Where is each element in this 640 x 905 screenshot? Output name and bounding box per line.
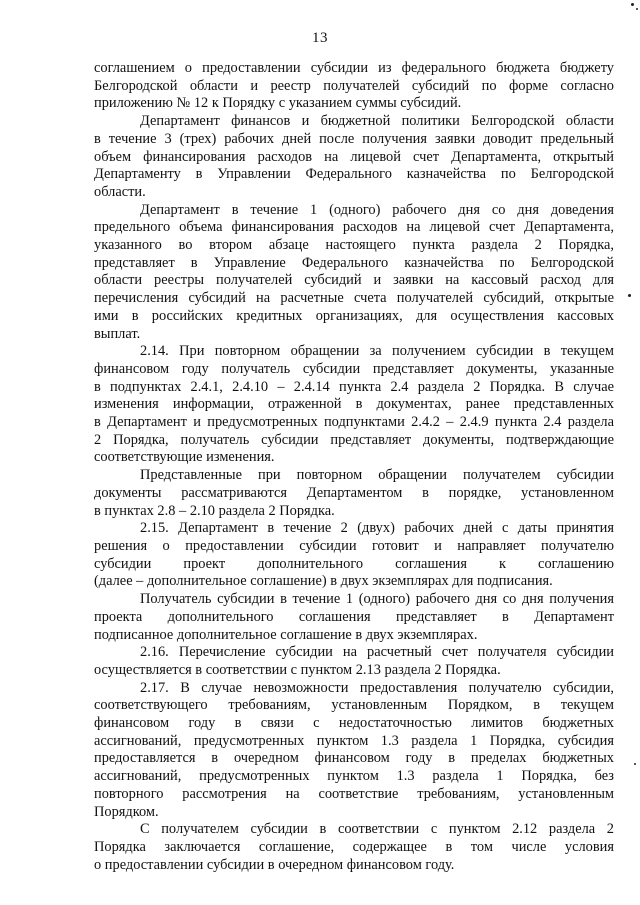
paragraph <box>94 680 614 822</box>
paragraph <box>94 113 614 202</box>
text-line: Получатель субсидии в течение 1 (одного) рабочего дня со дня получения <box>140 591 614 608</box>
scan-speck <box>636 8 638 10</box>
text-line: 2.17. В случае невозможности предоставления получателю субсидии, <box>140 679 614 696</box>
text-line: соглашением о предоставлении субсидии из федерального бюджета бюджету <box>94 60 614 76</box>
paragraph <box>94 520 614 591</box>
text-line: изменения информации, отраженной в документах, ранее представленных <box>94 396 614 413</box>
text-line: перечисления субсидий на расчетные счета получателей субсидий, открытые <box>94 290 614 307</box>
text-line: предоставляется в очередном финансовом году в пределах бюджетных <box>94 750 614 767</box>
paragraph <box>94 343 614 467</box>
text-line: соответствующего требованиям, установленным Порядком, в текущем <box>94 697 614 714</box>
text-line: 2.14. При повторном обращении за получением субсидии в текущем <box>140 343 614 360</box>
text-line: субсидии проект дополнительного соглашения к соглашению <box>94 555 614 572</box>
text-line: С получателем субсидии в соответствии с пунктом 2.12 раздела 2 <box>140 821 614 838</box>
paragraph <box>94 591 614 644</box>
text-line: Представленные при повторном обращении получателем субсидии <box>140 467 614 484</box>
page-number: 13 <box>312 30 328 46</box>
text-line: осуществляется в соответствии с пунктом 2.13 раздела 2 Порядка. <box>94 661 501 678</box>
text-line: в течение 3 (трех) рабочих дней после получения заявки доводит предельный <box>94 130 614 147</box>
text-line: в Департамент и предусмотренных подпунктами 2.4.2 – 2.4.9 пункта 2.4 раздела <box>94 414 614 431</box>
text-line: Белгородской области и реестр получателей субсидий по форме согласно <box>94 77 614 94</box>
text-line: Порядка заключается соглашение, содержащее в том числе условия <box>94 838 614 855</box>
text-line: ими в российских кредитных организациях, для осуществления кассовых <box>94 307 614 324</box>
text-line: финансовом году в связи с недостаточностью лимитов бюджетных <box>94 715 614 732</box>
text-line: документы рассматриваются Департаментом в порядке, установленном <box>94 484 614 501</box>
text-line: предельного объема финансирования расходов на лицевой счет Департамента, <box>94 219 614 236</box>
text-line: объем финансирования расходов на лицевой счет Департамента, открытый <box>94 148 614 165</box>
text-line: области. <box>94 183 146 200</box>
text-line: выплат. <box>94 325 141 342</box>
text-line: повторного рассмотрения на соответствие требованиям, установленным <box>94 785 614 802</box>
paragraph <box>94 821 614 874</box>
text-line: решения о предоставлении субсидии готовит и направляет получателю <box>94 537 614 554</box>
text-line: (далее – дополнительное соглашение) в двух экземплярах для подписания. <box>94 573 553 590</box>
text-line: ассигнований, предусмотренных пунктом 1.3 раздела 1 Порядка, субсидия <box>94 732 614 749</box>
scan-speck <box>634 763 636 765</box>
text-line: ассигнований, предусмотренных пунктом 1.3 раздела 1 Порядка, без <box>94 768 614 785</box>
text-line: в пунктах 2.8 – 2.10 раздела 2 Порядка. <box>94 502 335 519</box>
text-line: соответствующие изменения. <box>94 449 275 466</box>
paragraph <box>94 467 614 520</box>
text-line: Департамент в течение 1 (одного) рабочего дня со дня доведения <box>140 201 614 218</box>
text-line: области реестры получателей субсидий и заявки на кассовый расход для <box>94 272 614 289</box>
text-line: указанного во втором абзаце настоящего пункта раздела 2 Порядка, <box>94 237 614 254</box>
scan-speck <box>628 294 631 297</box>
paragraph <box>94 60 614 113</box>
text-line: в подпунктах 2.4.1, 2.4.10 – 2.4.14 пункта 2.4 раздела 2 Порядка. В случае <box>94 378 614 395</box>
text-line: приложению № 12 к Порядку с указанием суммы субсидий. <box>94 95 462 112</box>
scan-speck <box>631 3 634 6</box>
text-line: представляет в Управление Федерального казначейства по Белгородской <box>94 254 614 271</box>
text-line: подписанное дополнительное соглашение в двух экземплярах. <box>94 626 478 643</box>
text-line: Департаменту в Управлении Федерального казначейства по Белгородской <box>94 166 614 183</box>
text-line: проекта дополнительного соглашения представляет в Департамент <box>94 608 614 625</box>
text-line: о предоставлении субсидии в очередном финансовом году. <box>94 856 455 873</box>
text-line: 2.15. Департамент в течение 2 (двух) рабочих дней с даты принятия <box>140 520 614 537</box>
text-line: Порядком. <box>94 803 159 820</box>
text-line: 2 Порядка, получатель субсидии представляет документы, подтверждающие <box>94 431 614 448</box>
text-line: 2.16. Перечисление субсидии на расчетный счет получателя субсидии <box>140 644 614 661</box>
paragraph <box>94 644 614 679</box>
text-line: финансовом году получатель субсидии представляет документы, указанные <box>94 360 614 377</box>
document-body <box>94 60 614 874</box>
text-line: Департамент финансов и бюджетной политики Белгородской области <box>140 113 614 130</box>
paragraph <box>94 202 614 344</box>
